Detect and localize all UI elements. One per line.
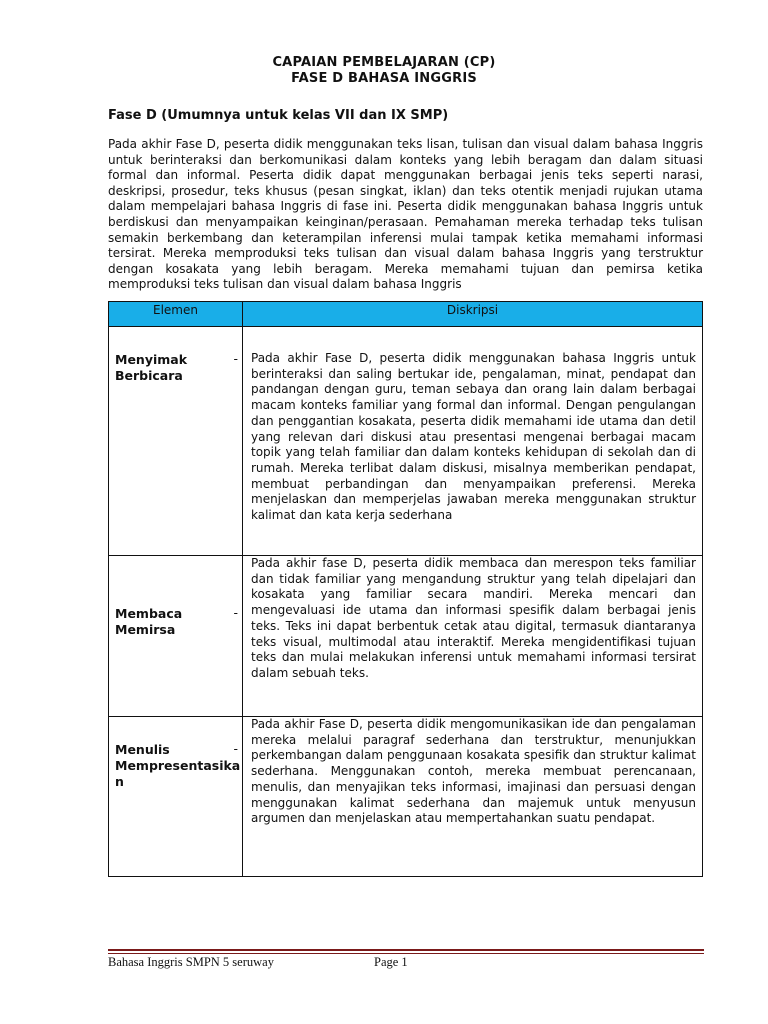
table-header-row bbox=[109, 302, 703, 327]
elemen-label-line2: Memirsa bbox=[115, 622, 176, 637]
deskripsi-cell bbox=[243, 717, 703, 877]
page-subtitle: FASE D BAHASA INGGRIS bbox=[291, 71, 477, 86]
deskripsi-text: Pada akhir Fase D, peserta didik mengomunikasikan ide dan pengalaman mereka melalui paragraf sederhana dan terstruktur, menunjukkan perkembangan dalam penggunaan kosakata spesifik dan struktur kalimat sederhana. Menggunakan contoh, mereka membuat perencanaan, menulis, dan menyajikan teks informasi, imajinasi dan persuasi dengan menggunakan kalimat sederhana dan majemuk untuk menyusun argumen dan menjelaskan atau mempertahankan suatu pendapat. bbox=[251, 717, 696, 826]
elemen-cell bbox=[109, 717, 243, 877]
header-diskripsi: Diskripsi bbox=[243, 302, 703, 327]
table-row bbox=[109, 327, 703, 556]
deskripsi-cell bbox=[243, 327, 703, 556]
elemen-label-line1: Menulis bbox=[115, 742, 170, 757]
table-row bbox=[109, 556, 703, 717]
table-row bbox=[109, 717, 703, 877]
intro-paragraph: Pada akhir Fase D, peserta didik menggunakan teks lisan, tulisan dan visual dalam bahasa Inggris untuk berinteraksi dan berkomunikasi dalam konteks yang lebih beragam dan dalam situasi formal dan informal. Peserta didik dapat menggunakan berbagai jenis teks seperti narasi, deskripsi, prosedur, teks khusus (pesan singkat, iklan) dan teks otentik menjadi rujukan utama dalam mempelajari bahasa Inggris di fase ini. Peserta didik menggunakan bahasa Inggris untuk berdiskusi dan menyampaikan keinginan/perasaan. Pemahaman mereka terhadap teks tulisan semakin berkembang dan keterampilan inferensi mulai tampak ketika memahami informasi tersirat. Mereka memproduksi teks tulisan dan visual dalam bahasa Inggris yang terstruktur dengan kosakata yang lebih beragam. Mereka memahami tujuan dan pemirsa ketika memproduksi teks tulisan dan visual dalam bahasa Inggris bbox=[108, 137, 703, 292]
footer-page-number: Page 1 bbox=[374, 955, 408, 969]
footer-school: Bahasa Inggris SMPN 5 seruway bbox=[108, 955, 274, 969]
dash-mark: - bbox=[233, 605, 238, 620]
deskripsi-text: Pada akhir Fase D, peserta didik menggunakan bahasa Inggris untuk berinteraksi dan saling bertukar ide, pengalaman, minat, pendapat dan pandangan dengan guru, teman sebaya dan orang lain dalam berbagai macam konteks familiar yang formal dan informal. Dengan pengulangan dan penggantian kosakata, peserta didik memahami ide utama dan detil yang relevan dari diskusi atau presentasi mengenai berbagai macam topik yang telah familiar dan dalam konteks kehidupan di sekolah dan di rumah. Mereka terlibat dalam diskusi, misalnya memberikan pendapat, membuat perbandingan dan menyampaikan preferensi. Mereka menjelaskan dan memperjelas jawaban mereka menggunakan struktur kalimat dan kata kerja sederhana bbox=[251, 351, 696, 523]
elemen-label-line2: Mempresentasikan bbox=[115, 758, 241, 789]
elemen-label-line2: Berbicara bbox=[115, 368, 183, 383]
dash-mark: - bbox=[233, 741, 238, 756]
elemen-label-line1: Membaca bbox=[115, 606, 183, 621]
section-heading: Fase D (Umumnya untuk kelas VII dan IX SMP) bbox=[108, 108, 449, 123]
elemen-cell bbox=[109, 327, 243, 556]
cp-table bbox=[108, 301, 703, 877]
footer-rule bbox=[108, 949, 704, 954]
elemen-label-line1: Menyimak bbox=[115, 352, 188, 367]
elemen-cell bbox=[109, 556, 243, 717]
deskripsi-cell bbox=[243, 556, 703, 717]
dash-mark: - bbox=[233, 351, 238, 366]
deskripsi-text: Pada akhir fase D, peserta didik membaca dan merespon teks familiar dan tidak familiar yang mengandung struktur yang telah dipelajari dan kosakata yang familiar secara mandiri. Mereka mencari dan mengevaluasi ide utama dan informasi spesifik dalam berbagai jenis teks. Teks ini dapat berbentuk cetak atau digital, termasuk diantaranya teks visual, multimodal atau interaktif. Mereka mengidentifikasi tujuan teks dan mulai melakukan inferensi untuk memahami informasi tersirat dalam sebuah teks. bbox=[251, 556, 696, 680]
header-elemen: Elemen bbox=[109, 302, 243, 327]
page-title: CAPAIAN PEMBELAJARAN (CP) bbox=[272, 55, 496, 70]
